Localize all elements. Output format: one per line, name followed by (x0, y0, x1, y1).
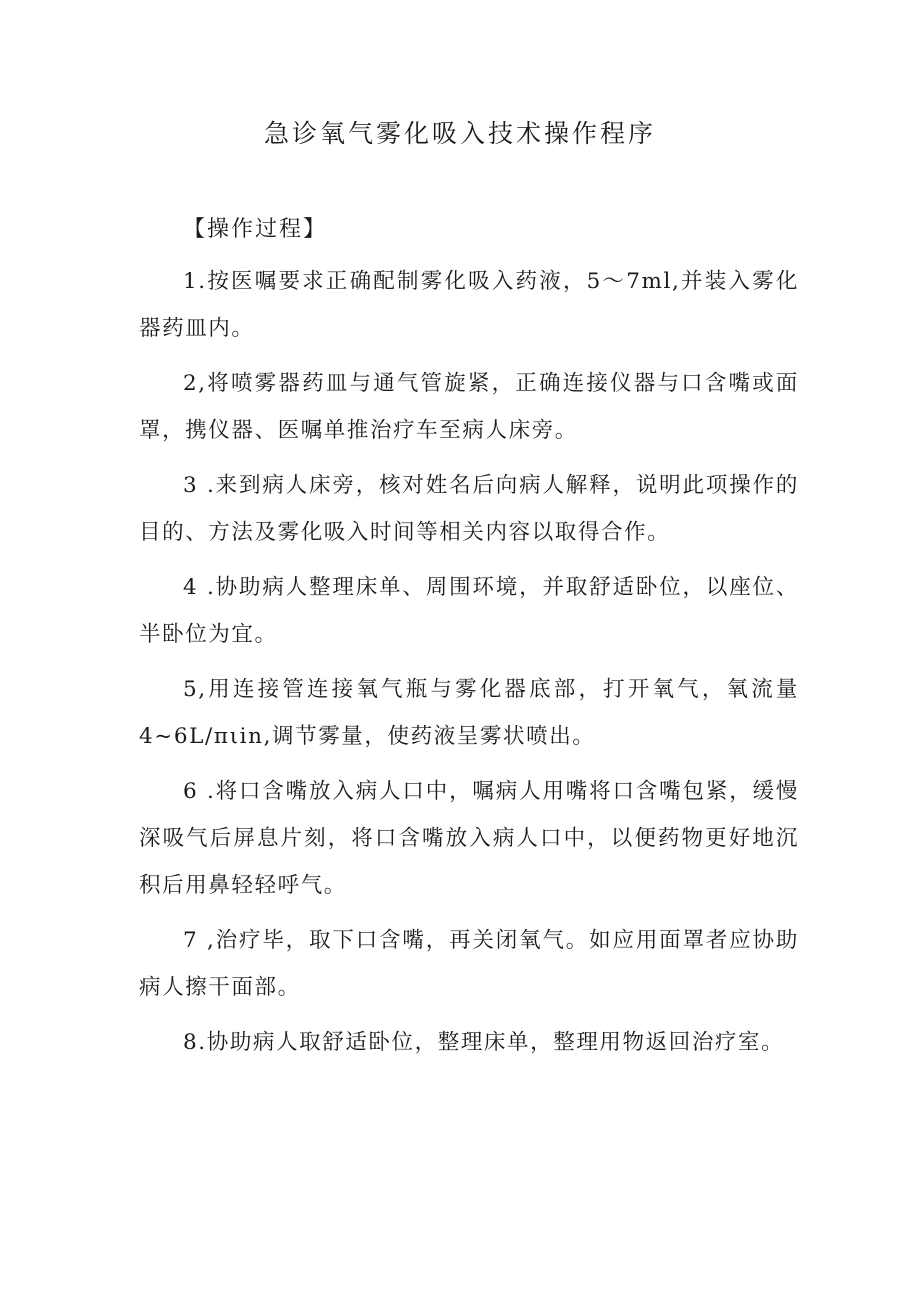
step-5: 5,用连接管连接氧气瓶与雾化器底部，打开氧气，氧流量4~6L∕πιin,调节雾量，使药液呈雾状喷出。 (139, 677, 799, 749)
step-6: 6 .将口含嘴放入病人口中，嘱病人用嘴将口含嘴包紧，缓慢深吸气后屏息片刻，将口含嘴放入病人口中，以便药物更好地沉积后用鼻轻轻呼气。 (139, 779, 799, 898)
step-2: 2,将喷雾器药皿与通气管旋紧，正确连接仪器与口含嘴或面罩，携仪器、医嘱单推治疗车至病人床旁。 (139, 371, 799, 443)
step-8: 8.协助病人取舒适卧位，整理床单，整理用物返回治疗室。 (183, 1030, 785, 1055)
steps-list (139, 258, 799, 1074)
step-1: 1.按医嘱要求正确配制雾化吸入药液，5～7ml,并装入雾化器药皿内。 (139, 269, 799, 341)
step-4: 4 .协助病人整理床单、周围环境，并取舒适卧位，以座位、半卧位为宜。 (139, 575, 799, 647)
document-title: 急诊氧气雾化吸入技术操作程序 (263, 119, 656, 148)
step-7: 7 ,治疗毕，取下口含嘴，再关闭氧气。如应用面罩者应协助病人擦干面部。 (139, 928, 799, 1000)
section-heading: 【操作过程】 (183, 217, 328, 242)
step-3: 3 .来到病人床旁，核对姓名后向病人解释，说明此项操作的目的、方法及雾化吸入时间等相关内容以取得合作。 (139, 473, 799, 545)
